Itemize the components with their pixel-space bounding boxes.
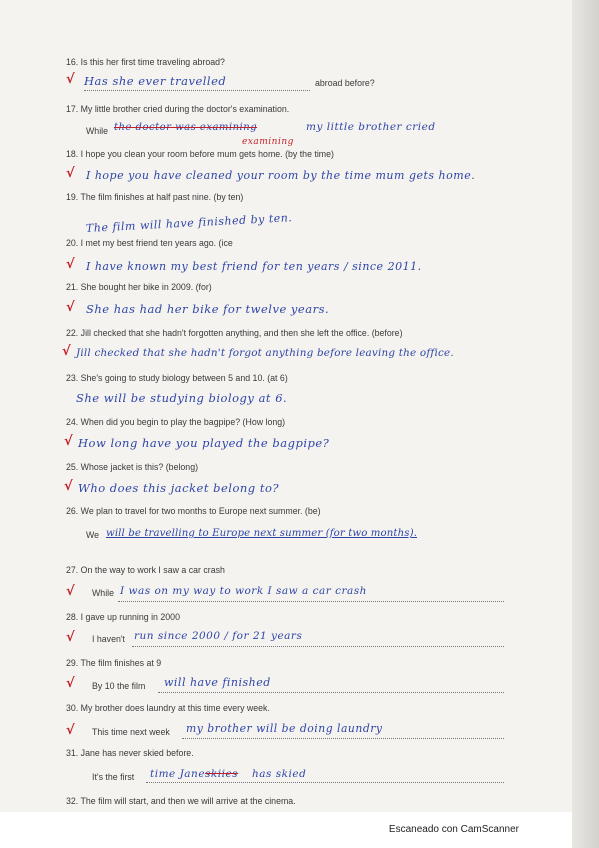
answer-21: She has had her bike for twelve years. xyxy=(86,302,330,316)
answer-27: I was on my way to work I saw a car crash xyxy=(120,585,367,597)
answer-31-struck: skiies xyxy=(205,768,239,780)
checkmark-icon: √ xyxy=(66,676,75,691)
answer-line xyxy=(146,782,504,783)
answer-23: She will be studying biology at 6. xyxy=(76,391,288,405)
question-32: 32. The film will start, and then we will arrive at the cinema. xyxy=(66,796,296,806)
answer-line xyxy=(182,738,504,739)
question-23: 23. She's going to study biology between 5 and 10. (at 6) xyxy=(66,373,288,383)
answer-17-lead: While xyxy=(86,126,108,136)
answer-29: will have finished xyxy=(164,676,271,689)
answer-29-lead: By 10 the film xyxy=(92,681,146,691)
checkmark-icon: √ xyxy=(66,584,75,599)
answer-22: Jill checked that she hadn't forgot anything before leaving the office. xyxy=(76,347,454,359)
question-18: 18. I hope you clean your room before mum gets home. (by the time) xyxy=(66,149,334,159)
answer-31-part: time Jane xyxy=(150,768,206,780)
answer-18: I hope you have cleaned your room by the time mum gets home. xyxy=(86,169,476,182)
page-edge xyxy=(572,0,599,848)
answer-26: will be travelling to Europe next summer (for two months). xyxy=(106,528,418,539)
answer-30: my brother will be doing laundry xyxy=(186,722,383,735)
checkmark-icon: √ xyxy=(66,630,75,645)
answer-27-lead: While xyxy=(92,588,114,598)
question-25: 25. Whose jacket is this? (belong) xyxy=(66,462,199,472)
checkmark-icon: √ xyxy=(64,434,73,449)
question-30: 30. My brother does laundry at this time every week. xyxy=(66,703,270,713)
answer-17: my little brother cried xyxy=(306,121,436,133)
answer-25: Who does this jacket belong to? xyxy=(78,481,280,495)
checkmark-icon: √ xyxy=(64,479,73,494)
checkmark-icon: √ xyxy=(66,723,75,738)
question-22: 22. Jill checked that she hadn't forgotten anything, and then she left the office. (before) xyxy=(66,328,403,338)
answer-19: The film will have finished by ten. xyxy=(85,211,293,235)
question-16: 16. Is this her first time traveling abroad? xyxy=(66,57,225,67)
question-17: 17. My little brother cried during the doctor's examination. xyxy=(66,104,290,114)
answer-16: Has she ever travelled xyxy=(84,74,227,88)
answer-line xyxy=(158,692,504,693)
answer-17-struck: the doctor was examining xyxy=(114,122,258,133)
answer-31: has skied xyxy=(252,768,307,780)
checkmark-icon: √ xyxy=(66,72,75,87)
answer-20: I have known my best friend for ten years / since 2011. xyxy=(86,260,422,273)
question-29: 29. The film finishes at 9 xyxy=(66,658,162,668)
answer-16-suffix: abroad before? xyxy=(315,78,375,88)
checkmark-icon: √ xyxy=(66,257,75,272)
question-21: 21. She bought her bike in 2009. (for) xyxy=(66,282,212,292)
question-19: 19. The film finishes at half past nine. (by ten) xyxy=(66,192,244,202)
checkmark-icon: √ xyxy=(66,166,75,181)
question-24: 24. When did you begin to play the bagpipe? (How long) xyxy=(66,417,286,427)
answer-17-correction: examining xyxy=(242,137,294,147)
answer-line xyxy=(118,601,504,602)
answer-line xyxy=(84,90,310,91)
question-26: 26. We plan to travel for two months to Europe next summer. (be) xyxy=(66,506,321,516)
checkmark-icon: √ xyxy=(62,344,71,359)
answer-30-lead: This time next week xyxy=(92,727,170,737)
answer-28: run since 2000 / for 21 years xyxy=(134,630,303,642)
question-27: 27. On the way to work I saw a car crash xyxy=(66,565,225,575)
question-31: 31. Jane has never skied before. xyxy=(66,748,194,758)
answer-line xyxy=(132,646,504,647)
scanner-watermark: Escaneado con CamScanner xyxy=(388,824,519,835)
answer-24: How long have you played the bagpipe? xyxy=(78,436,330,450)
answer-28-lead: I haven't xyxy=(92,634,125,644)
answer-31-lead: It's the first xyxy=(92,772,135,782)
question-28: 28. I gave up running in 2000 xyxy=(66,612,180,622)
answer-26-lead: We xyxy=(86,530,100,540)
question-20: 20. I met my best friend ten years ago. (ice xyxy=(66,238,233,248)
checkmark-icon: √ xyxy=(66,300,75,315)
